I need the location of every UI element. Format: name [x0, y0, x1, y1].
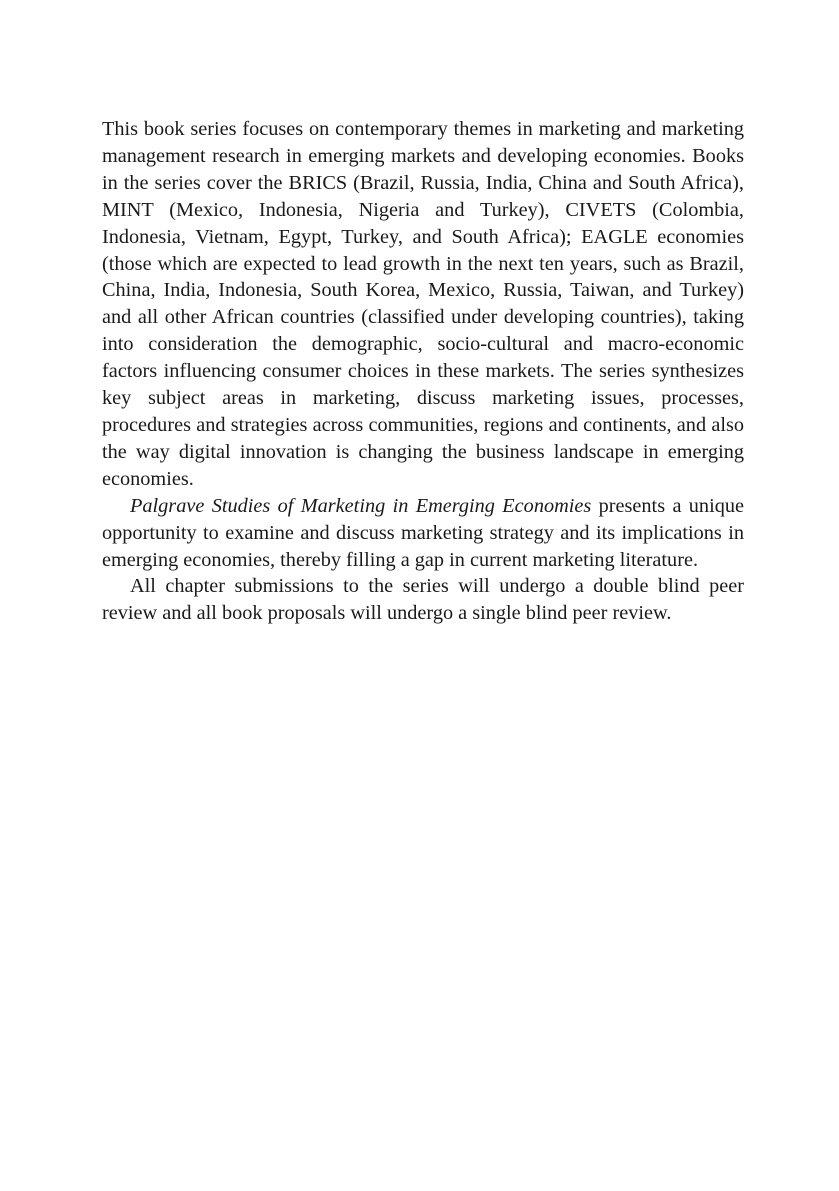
peer-review-paragraph: All chapter submissions to the series will undergo a double blind peer review and all book proposals will undergo a single blind peer review.: [102, 575, 744, 625]
series-overview-paragraph: This book series focuses on contemporary themes in marketing and marketing management research in emerging markets and developing economies. Books in the series cover the BRICS (Brazil, Russia, India, China and South Africa), MINT (Mexico, Indonesia, Nigeria and Turkey), CIVETS (Colombia, Indonesia, Vietnam, Egypt, Turkey, and South Africa); EAGLE economies (those which are expected to lead growth in the next ten years, such as Brazil, China, India, Indonesia, South Korea, Mexico, Russia, Taiwan, and Turkey) and all other African countries (classified under developing countries), taking into consideration the demographic, socio-cultural and macro-economic factors influencing consumer choices in these markets. The series synthesizes key subject areas in marketing, discuss marketing issues, processes, procedures and strategies across communities, regions and continents, and also the way digital innovation is changing the business landscape in emerging economies.: [102, 118, 744, 490]
series-opportunity-text: presents a unique opportunity to examine and discuss marketing strategy and its implications in emerging economies, thereby filling a gap in current marketing literature.: [102, 494, 744, 571]
series-opportunity-paragraph: [102, 493, 744, 574]
series-description-page: [102, 116, 744, 627]
series-title: Palgrave Studies of Marketing in Emerging Economies: [130, 494, 592, 517]
